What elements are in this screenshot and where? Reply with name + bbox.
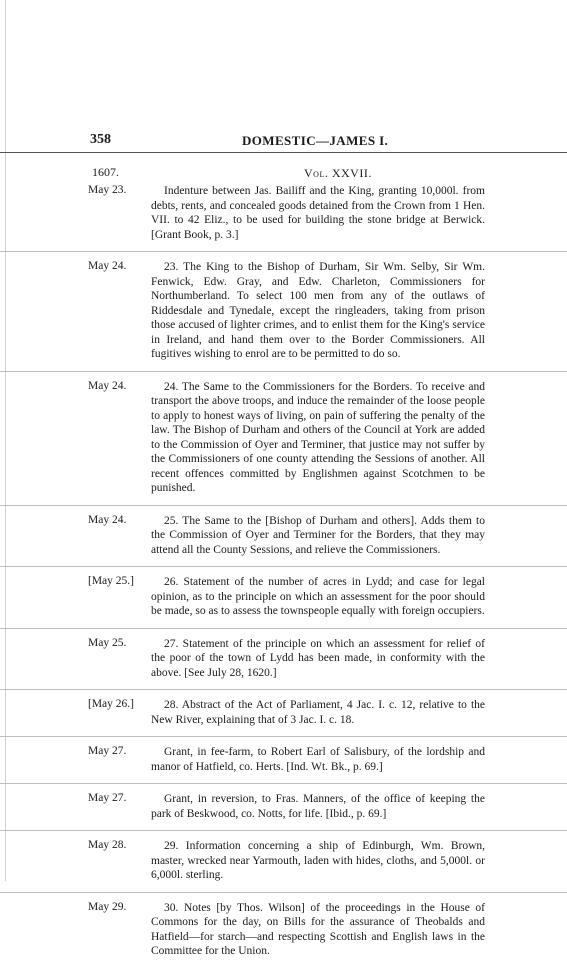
entry-text: Grant, in reversion, to Fras. Manners, of the office of keeping the park of Beskwood, co. Notts, for life. [Ibid., p. 69.] bbox=[151, 793, 485, 820]
entry bbox=[0, 378, 567, 506]
entry bbox=[0, 635, 567, 691]
entries-list bbox=[0, 182, 567, 974]
entry bbox=[0, 743, 567, 784]
entry-date: May 27. bbox=[88, 745, 127, 757]
entry-date: May 24. bbox=[88, 379, 127, 392]
entry-date: May 29. bbox=[88, 900, 127, 913]
entry bbox=[0, 837, 567, 893]
entry bbox=[0, 258, 567, 372]
entry bbox=[0, 512, 567, 568]
entry-text: 29. Information concerning a ship of Edinburgh, Wm. Brown, master, wrecked near Yarmouth, laden with hides, cloths, and 5,000l. or 6,000l. sterling. bbox=[151, 840, 485, 881]
entry bbox=[0, 899, 567, 968]
entry-text: Indenture between Jas. Bailiff and the King, granting 10,000l. from debts, rents, and concealed goods detained from the Crown from 1 Hen. VII. to 42 Eliz., to be used for building the stone bridge at Berwick. [Grant Book, p. 3.] bbox=[151, 185, 485, 241]
entry-date: May 28. bbox=[88, 839, 127, 851]
year-marker: 1607. bbox=[92, 165, 119, 179]
entry-date: [May 26.] bbox=[88, 698, 134, 710]
entry bbox=[0, 790, 567, 831]
entry-text: 23. The King to the Bishop of Durham, Sir Wm. Selby, Sir Wm. Fenwick, Edw. Gray, and Edw. Charleton, Commissioners for Northumberland. To select 100 men from any of the outlaws of Riddesdale and Tynedale, except the ringleaders, taking from prison those accused of lighter crimes, and to enlist them for the King's service in Ireland, and hand them over to the Border Commissioners. All fugitives wishing to enrol are to be permitted to do so. bbox=[151, 261, 485, 360]
entry-date: [May 25.] bbox=[88, 575, 134, 587]
page-header bbox=[0, 132, 567, 153]
entry-date: May 25. bbox=[88, 636, 127, 649]
page-number: 358 bbox=[90, 132, 111, 147]
volume-heading: Vol. XXVII. bbox=[304, 166, 372, 180]
entry-text: Grant, in fee-farm, to Robert Earl of Salisbury, of the lordship and manor of Hatfield, co. Herts. [Ind. Wt. Bk., p. 69.] bbox=[151, 746, 485, 773]
entry bbox=[0, 182, 567, 252]
entry-date: May 24. bbox=[88, 513, 127, 526]
entry-date: May 27. bbox=[88, 792, 127, 804]
running-head: DOMESTIC—JAMES I. bbox=[242, 133, 389, 148]
entry bbox=[0, 696, 567, 737]
entry-text: 25. The Same to the [Bishop of Durham and others]. Adds them to the Commission of Oyer and Terminer for the Borders, that they may attend all the County Sessions, and relieve the Commissioners. bbox=[151, 514, 485, 556]
entry-date: May 24. bbox=[88, 260, 127, 272]
entry-text: 30. Notes [by Thos. Wilson] of the proceedings in the House of Commons for the day, on Bills for the assurance of Theobalds and Hatfield—for starch—and respecting Scottish and English laws in the Committee for the Union. bbox=[151, 901, 485, 957]
entry bbox=[0, 573, 567, 629]
entry-text: 28. Abstract of the Act of Parliament, 4 Jac. I. c. 12, relative to the New River, explaining that of 3 Jac. I. c. 18. bbox=[151, 699, 485, 726]
entry-text: 26. Statement of the number of acres in Lydd; and case for legal opinion, as to the principle on which an assessment for the poor should be made, so as to assess the townspeople equally with foreign occupiers. bbox=[151, 576, 485, 617]
entry-text: 24. The Same to the Commissioners for the Borders. To receive and transport the above troops, and induce the remainder of the loose people to apply to honest ways of living, on pain of suffering the penalty of the law. The Bishop of Durham and others of the Council at York are added to the Commission of Oyer and Terminer, that justice may not suffer by the Commissioners of one county attending the Sessions of another. All recent offences committed by Englishmen against Scotchmen to be punished. bbox=[151, 380, 485, 494]
entry-text: 27. Statement of the principle on which an assessment for relief of the poor of the town of Lydd has been made, in conformity with the above. [See July 28, 1620.] bbox=[151, 637, 485, 679]
entry-date: May 23. bbox=[88, 184, 127, 196]
